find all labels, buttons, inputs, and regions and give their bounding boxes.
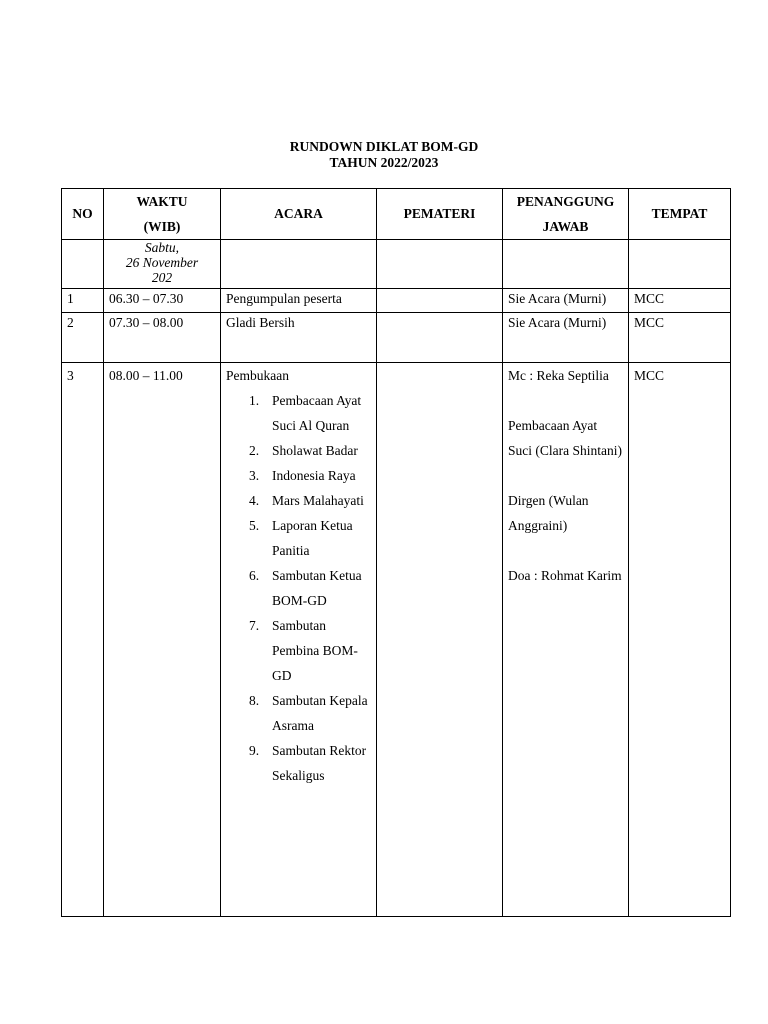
acara-sub-list (226, 388, 371, 788)
row-acara: Gladi Bersih (221, 313, 377, 363)
pj-block: Pembacaan Ayat Suci (Clara Shintani) (508, 418, 622, 458)
header-penanggung-jawab (503, 189, 629, 240)
pj-block: Mc : Reka Septilia (508, 368, 609, 383)
row-acara (221, 363, 377, 917)
row-penanggung-jawab (503, 363, 629, 917)
list-item: Mars Malahayati (272, 493, 364, 508)
header-tempat (629, 189, 731, 240)
row-tempat: MCC (629, 363, 731, 917)
date-row-no-cell (62, 240, 104, 289)
list-item: Sambutan Rektor Sekaligus (272, 743, 367, 783)
row-pemateri (377, 363, 503, 917)
row-pemateri (377, 289, 503, 313)
pj-block: Dirgen (Wulan Anggraini) (508, 493, 589, 533)
list-item: Laporan Ketua Panitia (272, 518, 353, 558)
date-row-acara-cell (221, 240, 377, 289)
pj-block: Doa : Rohmat Karim (508, 568, 622, 583)
table-row (62, 313, 731, 363)
header-tempat-label: TEMPAT (651, 206, 708, 221)
row-no: 1 (62, 289, 104, 313)
date-row-tempat-cell (629, 240, 731, 289)
header-waktu (104, 189, 221, 240)
date-row-pemateri-cell (377, 240, 503, 289)
row-no: 3 (62, 363, 104, 917)
header-waktu-line2: (WIB) (143, 219, 181, 234)
row-no: 2 (62, 313, 104, 363)
list-item: Sambutan Pembina BOM-GD (272, 618, 358, 683)
list-item: Pembacaan Ayat Suci Al Quran (272, 393, 362, 433)
date-cell (104, 240, 221, 289)
row-waktu: 08.00 – 11.00 (104, 363, 221, 917)
row-acara: Pengumpulan peserta (221, 289, 377, 313)
table-header-row (62, 189, 731, 240)
document-title: RUNDOWN DIKLAT BOM-GD (289, 139, 479, 154)
row-penanggung-jawab: Sie Acara (Murni) (503, 313, 629, 363)
list-item: Indonesia Raya (272, 468, 356, 483)
header-pj-line2: JAWAB (542, 219, 589, 234)
header-waktu-line1: WAKTU (136, 194, 188, 209)
header-pj-line1: PENANGGUNG (516, 194, 615, 209)
row-tempat: MCC (629, 289, 731, 313)
row-penanggung-jawab: Sie Acara (Murni) (503, 289, 629, 313)
header-no: NO (62, 189, 104, 240)
list-item: Sambutan Kepala Asrama (272, 693, 368, 733)
rundown-table (61, 188, 731, 917)
document-subtitle-year: TAHUN 2022/2023 (329, 155, 439, 170)
header-acara: ACARA (221, 189, 377, 240)
row-pemateri (377, 313, 503, 363)
date-line2: 26 November (125, 255, 199, 270)
header-pemateri: PEMATERI (377, 189, 503, 240)
table-row (62, 289, 731, 313)
row-tempat: MCC (629, 313, 731, 363)
date-line3: 202 (151, 270, 173, 285)
acara-heading: Pembukaan (226, 368, 289, 383)
list-item: Sambutan Ketua BOM-GD (272, 568, 362, 608)
row-waktu: 07.30 – 08.00 (104, 313, 221, 363)
table-row (62, 363, 731, 917)
date-line1: Sabtu, (144, 240, 180, 255)
list-item: Sholawat Badar (272, 443, 358, 458)
row-waktu: 06.30 – 07.30 (104, 289, 221, 313)
date-row-pj-cell (503, 240, 629, 289)
date-row (62, 240, 731, 289)
